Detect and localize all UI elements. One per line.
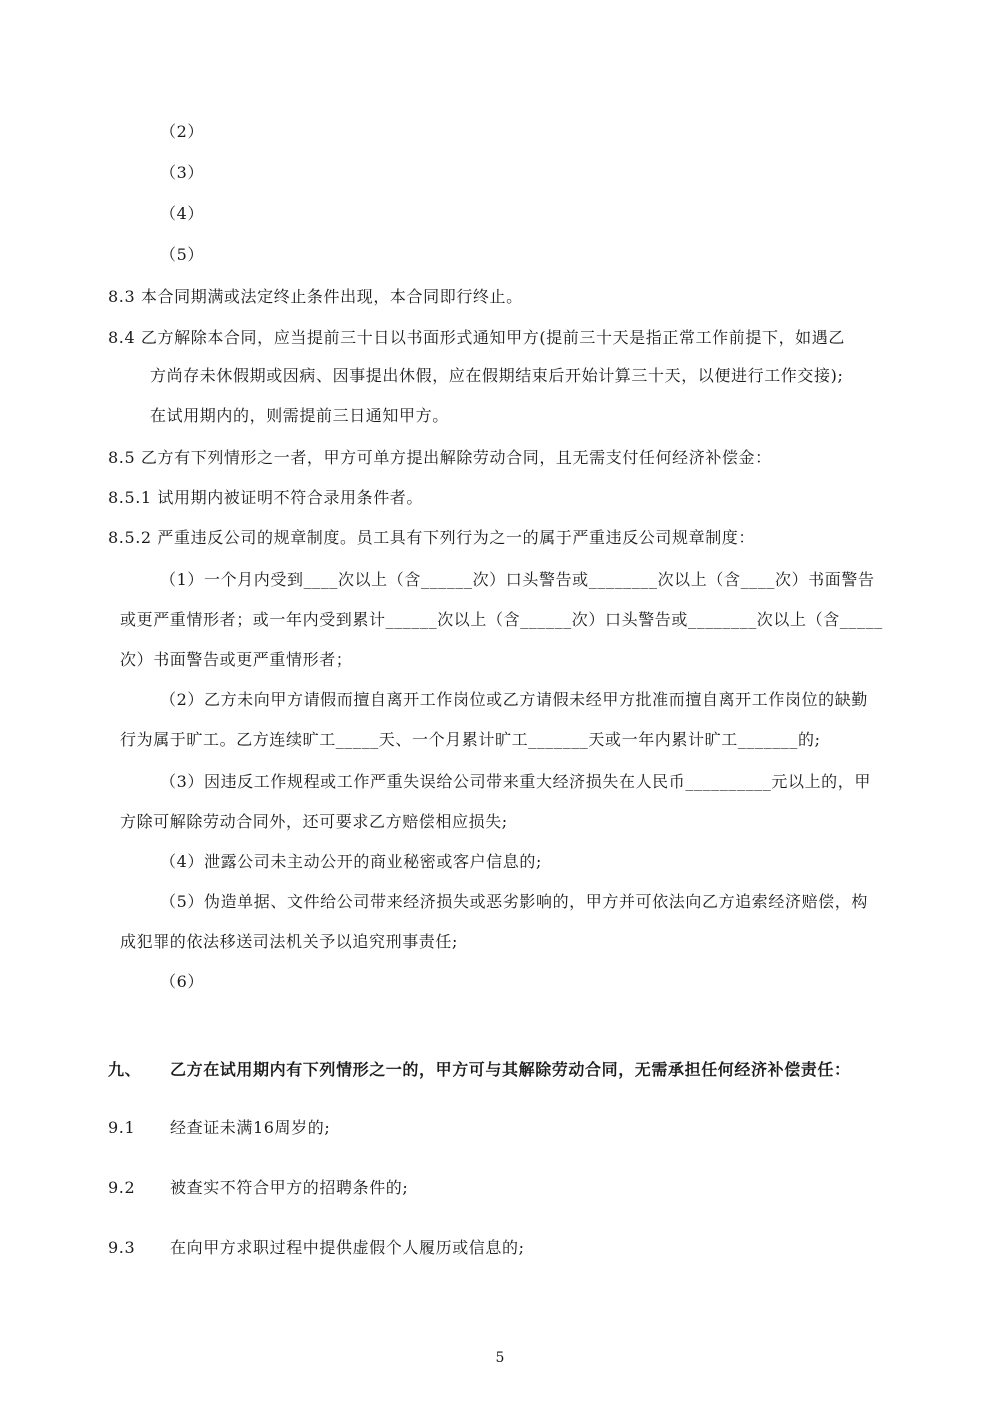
sub-item-6: （6） — [160, 972, 204, 991]
section-9-number: 九、 — [108, 1060, 142, 1079]
sub-item-4: （4）泄露公司未主动公开的商业秘密或客户信息的; — [160, 852, 542, 871]
clause-9-1-number: 9.1 — [108, 1118, 136, 1137]
list-item-2: （2） — [160, 122, 204, 141]
sub-item-2-line1: （2）乙方未向甲方请假而擅自离开工作岗位或乙方请假未经甲方批准而擅自离开工作岗位的缺勤 — [160, 690, 868, 709]
sub-item-3-line2: 方除可解除劳动合同外，还可要求乙方赔偿相应损失; — [120, 812, 508, 831]
sub-item-1-line2: 或更严重情形者；或一年内受到累计______次以上（含______次）口头警告或________次以上（含_____ — [120, 610, 883, 629]
sub-item-1-line3: 次）书面警告或更严重情形者； — [120, 650, 353, 669]
sub-item-5-line2: 成犯罪的依法移送司法机关予以追究刑事责任; — [120, 932, 458, 951]
clause-9-2-number: 9.2 — [108, 1178, 136, 1197]
clause-9-2-text: 被查实不符合甲方的招聘条件的; — [170, 1178, 409, 1197]
sub-item-2-line2: 行为属于旷工。乙方连续旷工_____天、一个月累计旷工_______天或一年内累计旷工_______的; — [120, 730, 821, 749]
clause-8-4-line1: 8.4 乙方解除本合同，应当提前三十日以书面形式通知甲方(提前三十天是指正常工作前提下，如遇乙 — [108, 328, 845, 347]
clause-9-1-text: 经查证未满16周岁的; — [170, 1118, 331, 1137]
list-item-4: （4） — [160, 204, 204, 223]
clause-8-3: 8.3 本合同期满或法定终止条件出现，本合同即行终止。 — [108, 287, 523, 306]
clause-8-5: 8.5 乙方有下列情形之一者，甲方可单方提出解除劳动合同，且无需支付任何经济补偿金： — [108, 448, 772, 467]
list-item-5: （5） — [160, 245, 204, 264]
clause-8-5-2: 8.5.2 严重违反公司的规章制度。员工具有下列行为之一的属于严重违反公司规章制度： — [108, 528, 755, 547]
clause-8-4-line3: 在试用期内的，则需提前三日通知甲方。 — [150, 406, 449, 425]
sub-item-5-line1: （5）伪造单据、文件给公司带来经济损失或恶劣影响的，甲方并可依法向乙方追索经济赔偿，构 — [160, 892, 868, 911]
clause-9-3-text: 在向甲方求职过程中提供虚假个人履历或信息的; — [170, 1238, 525, 1257]
sub-item-3-line1: （3）因违反工作规程或工作严重失误给公司带来重大经济损失在人民币__________元以上的，甲 — [160, 772, 871, 791]
page-number: 5 — [495, 1350, 505, 1366]
clause-8-5-1: 8.5.1 试用期内被证明不符合录用条件者。 — [108, 488, 423, 507]
clause-9-3-number: 9.3 — [108, 1238, 136, 1257]
section-9-heading: 乙方在试用期内有下列情形之一的，甲方可与其解除劳动合同，无需承担任何经济补偿责任： — [170, 1060, 851, 1079]
clause-8-4-line2: 方尚存未休假期或因病、因事提出休假，应在假期结束后开始计算三十天，以便进行工作交接); — [150, 366, 844, 385]
list-item-3: （3） — [160, 163, 204, 182]
sub-item-1-line1: （1）一个月内受到____次以上（含______次）口头警告或________次以上（含____次）书面警告 — [160, 570, 875, 589]
